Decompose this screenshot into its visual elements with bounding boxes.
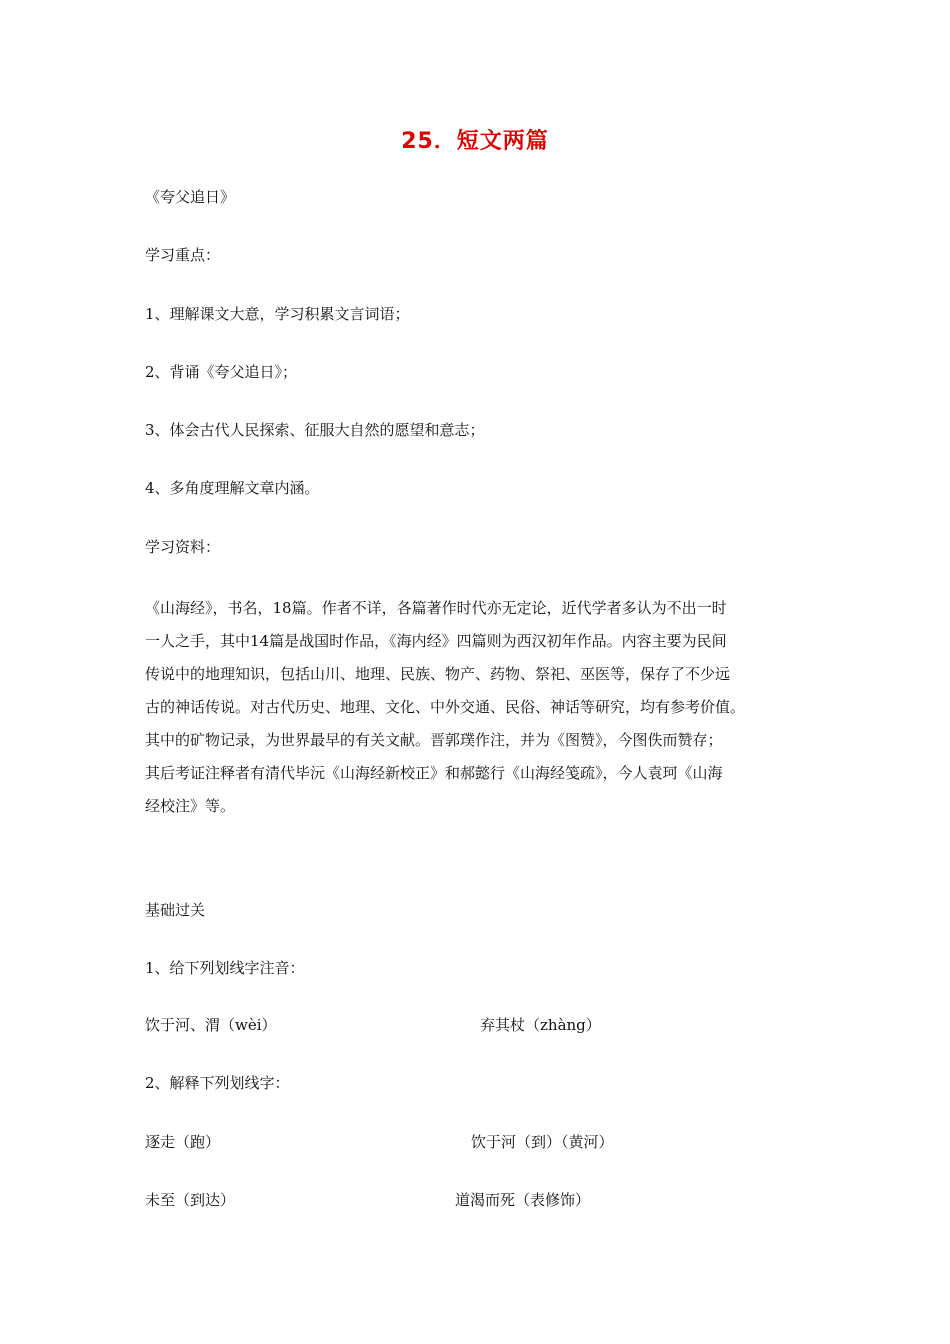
- material-paragraph: [145, 592, 815, 823]
- material-line: 传说中的地理知识，包括山川、地理、民族、物产、药物、祭祀、巫医等，保存了不少远: [145, 665, 731, 683]
- question-2: 2、解释下列划线字：: [145, 1074, 290, 1092]
- focus-item-3: 3、体会古代人民探索、征服大自然的愿望和意志；: [145, 421, 485, 439]
- q1-answer-left: 饮于河、渭（wèi）: [145, 1016, 277, 1034]
- q2-row2-left: 未至（到达）: [145, 1191, 236, 1209]
- q2-row1-right: 饮于河（到）（黄河）: [471, 1133, 614, 1151]
- material-line: 一人之手，其中14篇是战国时作品，《海内经》四篇则为西汉初年作品。内容主要为民间: [145, 632, 727, 650]
- text-subtitle: 《夸父追日》: [145, 188, 236, 206]
- material-line: 《山海经》，书名，18篇。作者不详，各篇著作时代亦无定论，近代学者多认为不出一时: [145, 599, 727, 617]
- page-title: 25．短文两篇: [401, 129, 549, 154]
- q2-row2-right: 道渴而死（表修饰）: [455, 1191, 591, 1209]
- focus-item-1: 1、理解课文大意，学习积累文言词语；: [145, 305, 410, 323]
- material-line: 经校注》等。: [145, 797, 236, 815]
- q2-row1-left: 逐走（跑）: [145, 1133, 221, 1151]
- material-line: 古的神话传说。对古代历史、地理、文化、中外交通、民俗、神话等研究，均有参考价值。: [145, 698, 746, 716]
- focus-item-4: 4、多角度理解文章内涵。: [145, 479, 320, 497]
- q1-answer-right: 弃其杖（zhàng）: [480, 1016, 601, 1034]
- focus-item-2: 2、背诵《夸父追日》；: [145, 363, 298, 381]
- material-line: 其中的矿物记录，为世界最早的有关文献。晋郭璞作注，并为《图赞》，今图佚而赞存；: [145, 731, 723, 749]
- focus-heading: 学习重点：: [145, 246, 221, 264]
- material-line: 其后考证注释者有清代毕沅《山海经新校正》和郝懿行《山海经笺疏》，今人袁珂《山海: [145, 764, 723, 782]
- question-1: 1、给下列划线字注音：: [145, 959, 305, 977]
- basics-heading: 基础过关: [145, 901, 206, 919]
- material-heading: 学习资料：: [145, 538, 221, 556]
